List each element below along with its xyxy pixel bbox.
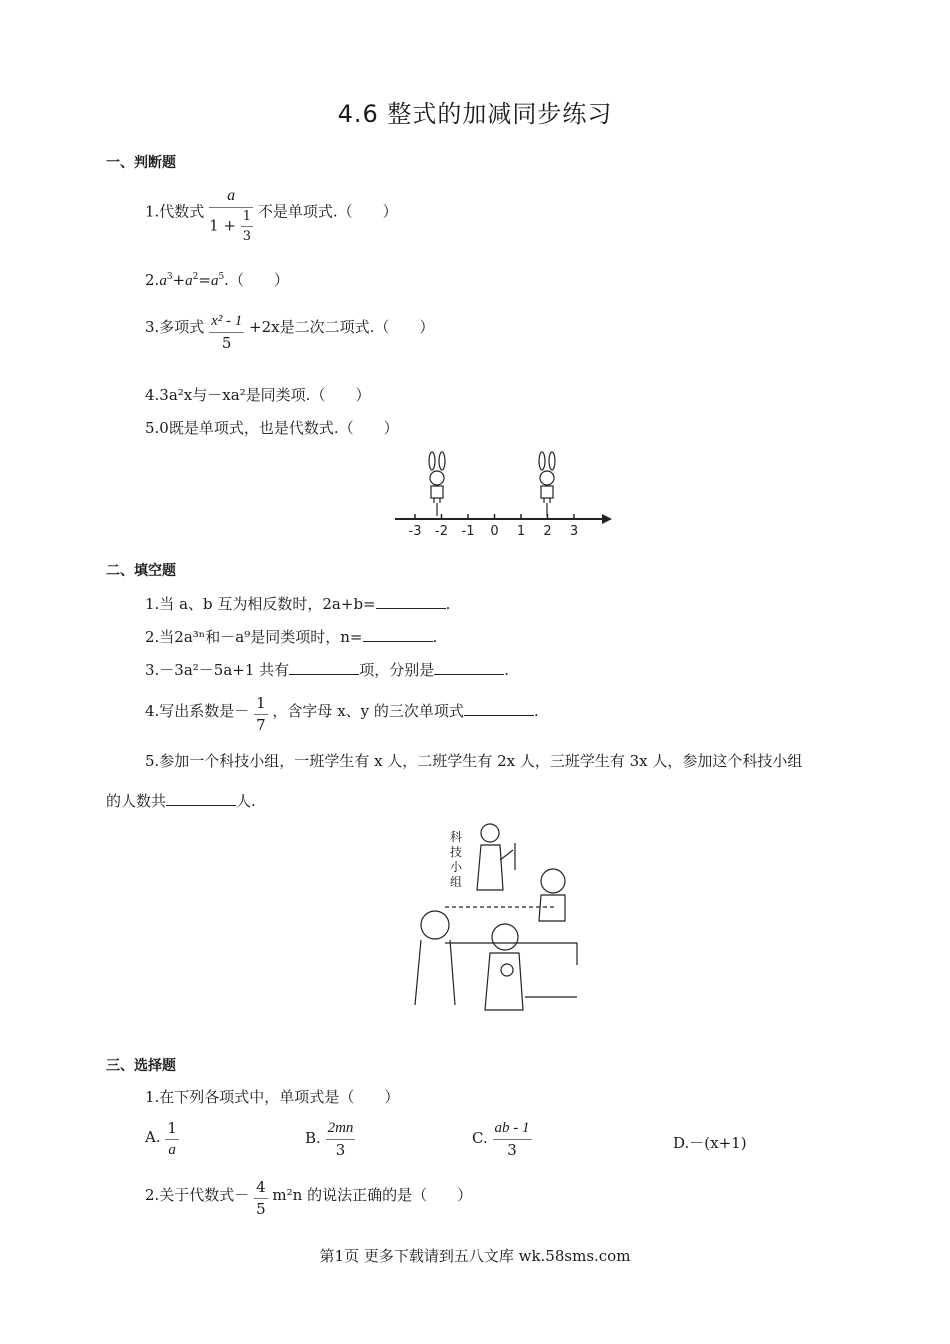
fill-question-4: 4.写出系数是－ $\frac{1}{7}$ ，含字母 x、y 的三次单项式 . bbox=[145, 694, 539, 734]
page-title: 4.6 整式的加减同步练习 bbox=[337, 100, 613, 128]
answer-blank[interactable] bbox=[289, 662, 359, 675]
answer-blank[interactable] bbox=[376, 596, 446, 609]
number-line-tick-label: 2 bbox=[543, 524, 552, 539]
judge-question-4: 4.3a²x与－xa²是同类项.（ ） bbox=[145, 386, 371, 404]
number-line-figure bbox=[390, 448, 615, 540]
fill-question-3: 3.－3a²－5a+1 共有 项，分别是 . bbox=[145, 661, 509, 679]
option-a[interactable]: A. $\frac{1}{a}$ bbox=[145, 1119, 177, 1158]
fill-question-2: 2.当2a³ⁿ和－a⁹是同类项时，n= . bbox=[145, 628, 438, 646]
judge-question-2: $2.a^3+a^2=a^5$.（ ） bbox=[145, 271, 289, 289]
answer-blank[interactable] bbox=[434, 662, 504, 675]
answer-blank[interactable] bbox=[363, 629, 433, 642]
judge-question-1 bbox=[145, 188, 398, 243]
choice-question-1: 1.在下列各项式中，单项式是（ ） bbox=[145, 1088, 400, 1106]
answer-blank[interactable] bbox=[464, 703, 534, 716]
q3-fraction: $\frac{\text{x² - 1}}{5}$ bbox=[211, 313, 243, 352]
table-icon bbox=[445, 943, 577, 965]
student-center-icon bbox=[485, 924, 523, 1010]
number-line-tick-label: 0 bbox=[490, 524, 499, 539]
option-d[interactable]: D.－(x+1) bbox=[673, 1134, 747, 1152]
science-group-sign: 科技小组 bbox=[450, 830, 463, 889]
number-line-tick-label: -2 bbox=[435, 524, 448, 539]
fill-question-5-line-1: 5.参加一个科技小组，一班学生有 x 人，二班学生有 2x 人，三班学生有 3x 人，参加这个科技小组 bbox=[145, 752, 803, 770]
section-heading-choice: 三、选择题 bbox=[106, 1058, 176, 1074]
fill-question-1: 1.当 a、b 互为相反数时，2a+b= . bbox=[145, 595, 451, 613]
number-line-tick-label: 3 bbox=[569, 524, 579, 539]
student-left-icon bbox=[415, 911, 455, 1005]
rabbit-right-icon bbox=[539, 452, 555, 516]
science-group-illustration bbox=[405, 815, 585, 1015]
q1-fraction: a 1 + $\frac{1}{3}$ bbox=[209, 187, 252, 244]
option-c[interactable]: C. $\frac{ab - 1}{3}$ bbox=[472, 1120, 530, 1159]
section-heading-fill: 二、填空题 bbox=[106, 563, 176, 579]
section-heading-judge: 一、判断题 bbox=[106, 155, 176, 171]
fill-question-5-line-2: 的人数共 人. bbox=[106, 792, 256, 810]
option-b[interactable]: B. $\frac{2mn}{3}$ bbox=[305, 1120, 354, 1159]
axis-arrow-icon bbox=[602, 514, 612, 524]
number-line-tick-label: -3 bbox=[408, 524, 422, 539]
choice-question-2: 2.关于代数式－ $\frac{4}{5}$ m²n 的说法正确的是（ ） bbox=[145, 1178, 473, 1218]
number-line-tick-label: 1 bbox=[516, 524, 526, 539]
rabbit-left-icon bbox=[429, 452, 445, 516]
judge-question-5: 5.0既是单项式，也是代数式.（ ） bbox=[145, 419, 399, 437]
student-right-icon bbox=[539, 869, 565, 921]
q1-prefix: 1.代数式 bbox=[145, 202, 205, 221]
teacher-figure-icon bbox=[477, 824, 515, 890]
page-footer: 第1页 更多下载请到五八文库 wk.58sms.com bbox=[319, 1247, 631, 1265]
judge-question-3: 3.多项式 $\frac{\text{x² - 1}}{5}$ +2x是二次二项式.（ ） bbox=[145, 313, 435, 352]
number-line-ticks bbox=[409, 514, 579, 539]
q1-suffix: 不是单项式.（ ） bbox=[257, 202, 398, 221]
number-line-tick-label: -1 bbox=[461, 524, 475, 539]
answer-blank[interactable] bbox=[166, 793, 236, 806]
